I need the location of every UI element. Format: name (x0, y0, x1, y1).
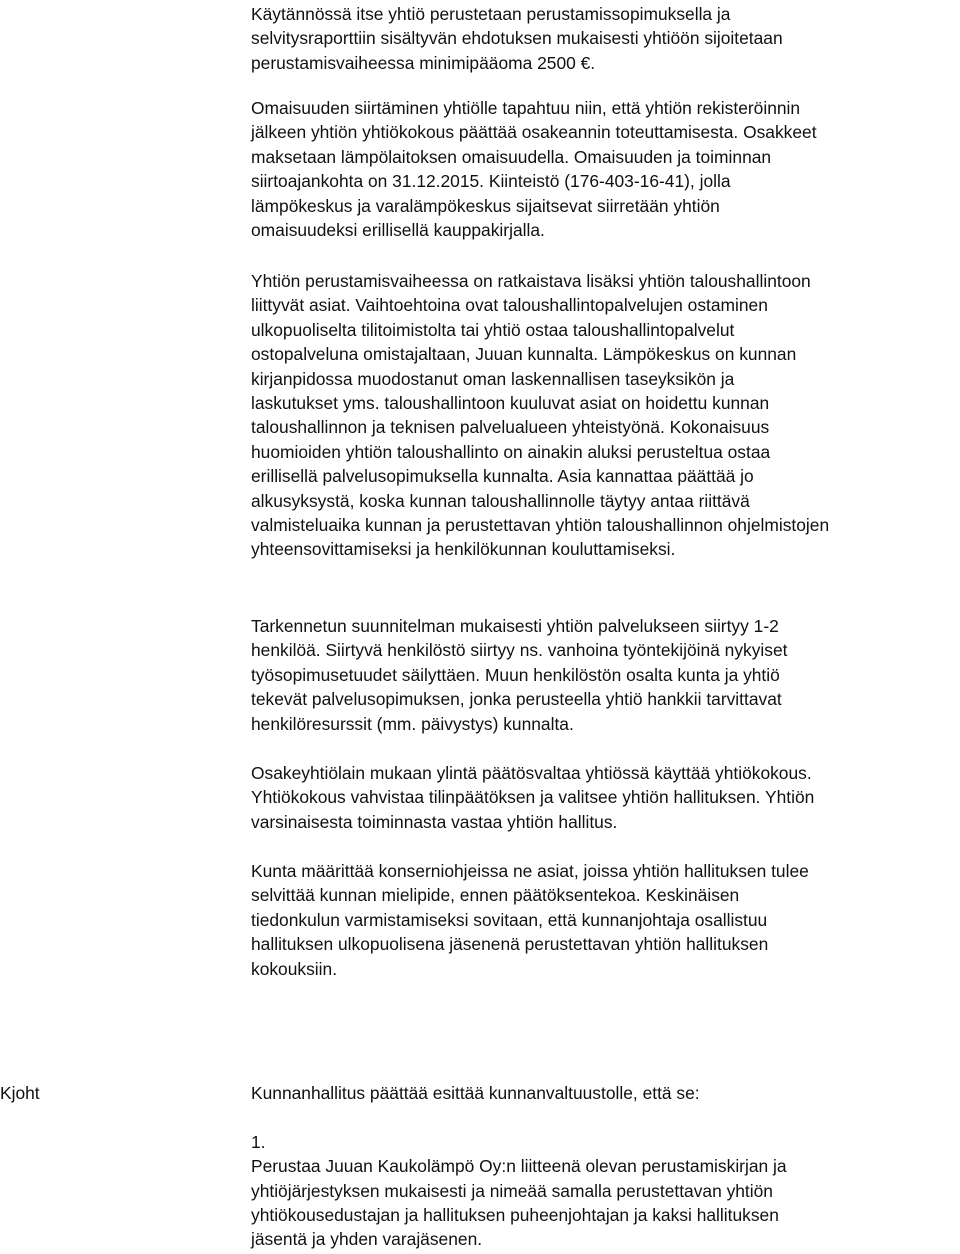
paragraph-company-founding (251, 2, 783, 75)
text-line: hallituksen ulkopuolisena jäsenenä perustettavan yhtiön hallituksen (251, 934, 769, 955)
text-line: maksetaan lämpölaitoksen omaisuudella. Omaisuuden ja toiminnan (251, 146, 772, 167)
text-line: erillisellä palvelusopimuksella kunnalta. Asia kannattaa päättää jo (251, 466, 754, 487)
text-line: Yhtiön perustamisvaiheessa on ratkaistava lisäksi yhtiön taloushallintoon (251, 271, 811, 291)
proposal-item-line: Perustaa Juuan Kaukolämpö Oy:n liitteenä olevan perustamiskirjan ja (251, 1156, 787, 1177)
text-line: Tarkennetun suunnitelman mukaisesti yhtiön palvelukseen siirtyy 1-2 (251, 616, 779, 636)
proposal-item-line: yhtiökousedustajan ja hallituksen puheenjohtajan ja kaksi hallituksen (251, 1205, 779, 1226)
proposal-item-line: yhtiöjärjestyksen mukaisesti ja nimeää samalla perustettavan yhtiön (251, 1180, 773, 1201)
text-line: Yhtiökokous vahvistaa tilinpäätöksen ja valitsee yhtiön hallituksen. Yhtiön (251, 787, 815, 808)
proposal-intro: Kunnanhallitus päättää esittää kunnanvaltuustolle, että se: (251, 1083, 700, 1103)
text-line: huomioiden yhtiön taloushallinto on ainakin aluksi perusteltua ostaa (251, 441, 771, 462)
text-line: varsinaisesta toiminnasta vastaa yhtiön hallitus. (251, 811, 618, 832)
text-line: perustamisvaiheessa minimipääoma 2500 €. (251, 52, 596, 73)
text-line: valmisteluaika kunnan ja perustettavan yhtiön taloushallinnon ohjelmistojen (251, 515, 830, 536)
paragraph-asset-transfer (251, 96, 817, 242)
text-line: Käytännössä itse yhtiö perustetaan perustamissopimuksella ja (251, 4, 731, 24)
text-line: lämpökeskus ja varalämpökeskus sijaitsevat siirretään yhtiön (251, 195, 720, 216)
text-line: laskutukset yms. taloushallintoon kuuluvat asiat on hoidettu kunnan (251, 393, 770, 414)
text-line: työsopimusetuudet säilyttäen. Muun henkilöstön osalta kunta ja yhtiö (251, 664, 780, 685)
paragraph-staff-transfer (251, 614, 787, 736)
proposal-item-line: jäsentä ja yhden varajäsenen. (251, 1229, 483, 1250)
proposal-author-label: Kjoht (0, 1083, 40, 1103)
text-line: taloushallinnon ja teknisen palvelualueen yhteistyönä. Kokonaisuus (251, 417, 770, 438)
text-line: selvitysraporttiin sisältyvän ehdotuksen mukaisesti yhtiöön sijoitetaan (251, 28, 783, 49)
text-line: ostopalveluna omistajaltaan, Juuan kunnalta. Lämpökeskus on kunnan (251, 344, 797, 365)
proposal-item-number: 1. (251, 1131, 266, 1152)
paragraph-financial-administration (251, 269, 829, 562)
text-line: henkilöresurssit (mm. päivystys) kunnalta. (251, 713, 574, 734)
text-line: yhteensovittamiseksi ja henkilökunnan kouluttamiseksi. (251, 539, 676, 560)
paragraph-general-meeting (251, 761, 814, 834)
text-line: kirjanpidossa muodostanut oman laskennallisen taseyksikön ja (251, 368, 735, 389)
proposal-spacer (251, 1105, 960, 1129)
decision-proposal (251, 1081, 960, 1252)
text-line: tiedonkulun varmistamiseksi sovitaan, että kunnanjohtaja osallistuu (251, 909, 768, 930)
text-line: kokouksiin. (251, 958, 338, 979)
text-line: liittyvät asiat. Vaihtoehtoina ovat taloushallintopalvelujen ostaminen (251, 295, 768, 316)
text-line: omaisuudeksi erillisellä kauppakirjalla. (251, 220, 545, 241)
paragraph-group-guidelines (251, 859, 809, 981)
text-line: Omaisuuden siirtäminen yhtiölle tapahtuu niin, että yhtiön rekisteröinnin (251, 98, 801, 118)
text-line: henkilöä. Siirtyvä henkilöstö siirtyy ns. vanhoina työntekijöinä nykyiset (251, 640, 788, 661)
text-line: Osakeyhtiölain mukaan ylintä päätösvaltaa yhtiössä käyttää yhtiökokous. (251, 763, 812, 783)
text-line: tekevät palvelusopimuksen, jonka perusteella yhtiö hankkii tarvittavat (251, 689, 782, 710)
text-line: Kunta määrittää konserniohjeissa ne asiat, joissa yhtiön hallituksen tulee (251, 861, 809, 881)
text-line: jälkeen yhtiön yhtiökokous päättää osakeannin toteuttamisesta. Osakkeet (251, 122, 817, 143)
text-line: alkusyksystä, koska kunnan taloushallinnolle täytyy antaa riittävä (251, 490, 750, 511)
text-line: ulkopuoliselta tilitoimistolta tai yhtiö ostaa taloushallintopalvelut (251, 319, 735, 340)
text-line: selvittää kunnan mielipide, ennen päätöksentekoa. Keskinäisen (251, 885, 740, 906)
text-line: siirtoajankohta on 31.12.2015. Kiinteistö (176-403-16-41), jolla (251, 171, 731, 192)
